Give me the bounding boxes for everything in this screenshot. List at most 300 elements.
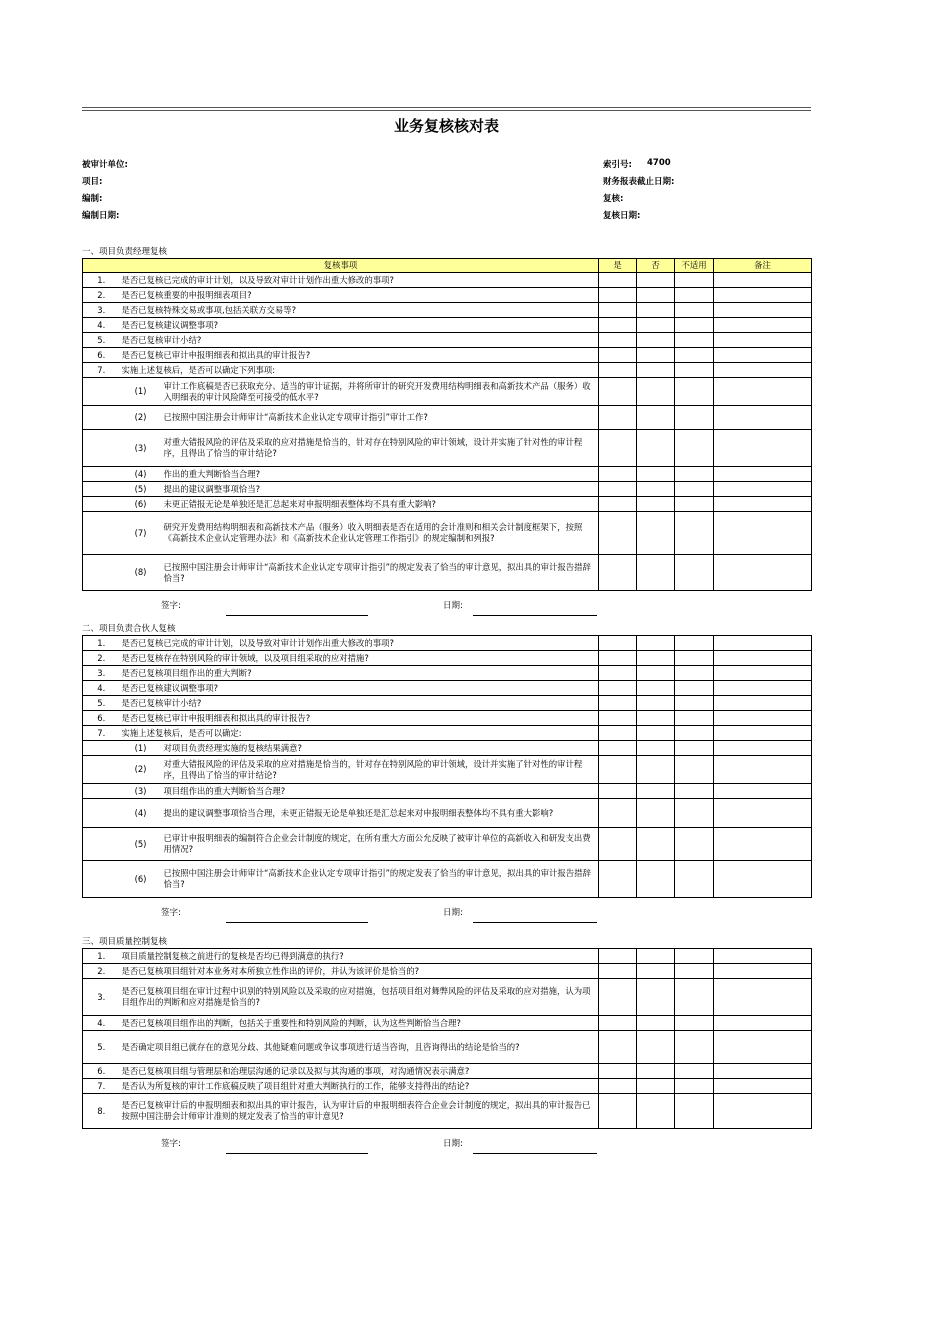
remarks-cell[interactable] — [714, 828, 812, 861]
item-text: 是否已复核建议调整事项? — [120, 318, 599, 333]
item-text: 已按照中国注册会计师审计“高新技术企业认定专项审计指引”审计工作? — [162, 406, 599, 430]
sign-label: 签字: — [161, 1139, 181, 1149]
remarks-cell[interactable] — [714, 964, 812, 979]
table-row — [83, 636, 812, 651]
item-number: 1. — [83, 273, 120, 288]
item-number: 6. — [83, 348, 120, 363]
sub-item-number: (6) — [120, 861, 162, 898]
item-text: 是否已复核审计小结? — [120, 696, 599, 711]
item-text: 是否已复核项目组作出的重大判断? — [120, 666, 599, 681]
remarks-cell[interactable] — [714, 303, 812, 318]
item-text: 已按照中国注册会计师审计“高新技术企业认定专项审计指引”的规定发表了恰当的审计意见，拟出具的审计报告措辞恰当? — [162, 555, 599, 591]
item-text: 实施上述复核后，是否可以确定下列事项: — [120, 363, 599, 378]
item-indent — [83, 467, 120, 482]
item-text: 是否已复核特殊交易或事项,包括关联方交易等? — [120, 303, 599, 318]
yes-cell[interactable] — [599, 741, 637, 756]
item-text: 是否已复核存在特别风险的审计领域，以及项目组采取的应对措施? — [120, 651, 599, 666]
yes-cell[interactable] — [599, 799, 637, 828]
item-indent — [83, 799, 120, 828]
item-text: 是否已复核已审计申报明细表和拟出具的审计报告? — [120, 348, 599, 363]
remarks-cell[interactable] — [714, 318, 812, 333]
item-text: 项目质量控制复核之前进行的复核是否均已得到满意的执行? — [120, 949, 599, 964]
review-table — [82, 635, 812, 898]
yes-cell[interactable] — [599, 318, 637, 333]
na-cell[interactable] — [675, 1016, 714, 1031]
item-number: 4. — [83, 681, 120, 696]
yes-cell[interactable] — [599, 861, 637, 898]
document-page — [82, 107, 811, 1155]
na-cell[interactable] — [675, 303, 714, 318]
remarks-cell[interactable] — [714, 666, 812, 681]
no-cell[interactable] — [637, 681, 675, 696]
table-row — [83, 756, 812, 784]
date-label: 日期: — [443, 1139, 463, 1149]
item-number: 5. — [83, 696, 120, 711]
table-row — [83, 1031, 812, 1064]
header-no: 否 — [637, 259, 675, 273]
item-number: 4. — [83, 1016, 120, 1031]
no-cell[interactable] — [637, 861, 675, 898]
na-cell[interactable] — [675, 512, 714, 555]
sub-item-number: (8) — [120, 555, 162, 591]
item-indent — [83, 555, 120, 591]
table-row — [83, 666, 812, 681]
no-cell[interactable] — [637, 1064, 675, 1079]
item-text: 是否已复核建议调整事项? — [120, 681, 599, 696]
remarks-cell[interactable] — [714, 512, 812, 555]
no-cell[interactable] — [637, 741, 675, 756]
yes-cell[interactable] — [599, 1079, 637, 1094]
sub-item-number: (2) — [120, 756, 162, 784]
item-number: 3. — [83, 979, 120, 1016]
remarks-cell[interactable] — [714, 497, 812, 512]
item-indent — [83, 406, 120, 430]
remarks-cell[interactable] — [714, 784, 812, 799]
sub-item-number: (6) — [120, 497, 162, 512]
table-header-row — [83, 259, 812, 273]
item-number: 6. — [83, 711, 120, 726]
no-cell[interactable] — [637, 964, 675, 979]
no-cell[interactable] — [637, 949, 675, 964]
yes-cell[interactable] — [599, 482, 637, 497]
no-cell[interactable] — [637, 430, 675, 467]
item-text: 项目组作出的重大判断恰当合理? — [162, 784, 599, 799]
item-text: 已按照中国注册会计师审计“高新技术企业认定专项审计指引”的规定发表了恰当的审计意见，拟出具的审计报告措辞恰当? — [162, 861, 599, 898]
remarks-cell[interactable] — [714, 378, 812, 406]
item-text: 研究开发费用结构明细表和高新技术产品（服务）收入明细表是否在适用的会计准则和相关会计制度框架下，按照《高新技术企业认定管理办法》和《高新技术企业认定管理工作指引》的规定编制和列报? — [162, 512, 599, 555]
na-cell[interactable] — [675, 964, 714, 979]
sub-item-number: (4) — [120, 467, 162, 482]
na-cell[interactable] — [675, 406, 714, 430]
no-cell[interactable] — [637, 318, 675, 333]
no-cell[interactable] — [637, 711, 675, 726]
yes-cell[interactable] — [599, 666, 637, 681]
no-cell[interactable] — [637, 696, 675, 711]
remarks-cell[interactable] — [714, 430, 812, 467]
no-cell[interactable] — [637, 651, 675, 666]
table-row — [83, 979, 812, 1016]
na-cell[interactable] — [675, 696, 714, 711]
item-text: 未更正错报无论是单独还是汇总起来对申报明细表整体均不具有重大影响? — [162, 497, 599, 512]
remarks-cell[interactable] — [714, 861, 812, 898]
na-cell[interactable] — [675, 799, 714, 828]
remarks-cell[interactable] — [714, 406, 812, 430]
item-text: 是否确定项目组已就存在的意见分歧、其他疑难问题或争议事项进行适当咨询，且咨询得出的结论是恰当的? — [120, 1031, 599, 1064]
na-cell[interactable] — [675, 482, 714, 497]
item-text: 是否已复核已审计申报明细表和拟出具的审计报告? — [120, 711, 599, 726]
item-indent — [83, 512, 120, 555]
item-text: 是否认为所复核的审计工作底稿反映了项目组针对重大判断执行的工作，能够支持得出的结论? — [120, 1079, 599, 1094]
yes-cell[interactable] — [599, 333, 637, 348]
meta-prepared: 编制: — [82, 194, 103, 204]
yes-cell[interactable] — [599, 555, 637, 591]
yes-cell[interactable] — [599, 651, 637, 666]
item-number: 8. — [83, 1094, 120, 1129]
item-number: 3. — [83, 303, 120, 318]
item-text: 是否已复核项目组针对本业务对本所独立性作出的评价，并认为该评价是恰当的? — [120, 964, 599, 979]
yes-cell[interactable] — [599, 406, 637, 430]
sub-item-number: (4) — [120, 799, 162, 828]
meta-project: 项目: — [82, 177, 103, 187]
yes-cell[interactable] — [599, 784, 637, 799]
na-cell[interactable] — [675, 828, 714, 861]
no-cell[interactable] — [637, 1031, 675, 1064]
item-number: 1. — [83, 636, 120, 651]
yes-cell[interactable] — [599, 303, 637, 318]
remarks-cell[interactable] — [714, 799, 812, 828]
section-title: 二、项目负责合伙人复核 — [82, 624, 176, 634]
review-table — [82, 258, 812, 591]
yes-cell[interactable] — [599, 726, 637, 741]
item-indent — [83, 482, 120, 497]
table-row — [83, 318, 812, 333]
yes-cell[interactable] — [599, 430, 637, 467]
remarks-cell[interactable] — [714, 681, 812, 696]
yes-cell[interactable] — [599, 512, 637, 555]
sign-line[interactable] — [226, 615, 368, 616]
item-indent — [83, 756, 120, 784]
yes-cell[interactable] — [599, 497, 637, 512]
table-row — [83, 799, 812, 828]
header-review-item: 复核事项 — [83, 259, 599, 273]
table-row — [83, 1016, 812, 1031]
remarks-cell[interactable] — [714, 273, 812, 288]
sub-item-number: (5) — [120, 828, 162, 861]
no-cell[interactable] — [637, 828, 675, 861]
meta-audited-unit: 被审计单位: — [82, 160, 128, 170]
na-cell[interactable] — [675, 1079, 714, 1094]
item-number: 7. — [83, 1079, 120, 1094]
table-row — [83, 482, 812, 497]
meta-index-value: 4700 — [647, 158, 671, 168]
table-row — [83, 406, 812, 430]
item-text: 对重大错报风险的评估及采取的应对措施是恰当的，针对存在特别风险的审计领域，设计并实施了针对性的审计程序，且得出了恰当的审计结论? — [162, 430, 599, 467]
header-na: 不适用 — [675, 259, 714, 273]
item-text: 是否已复核项目组与管理层和治理层沟通的记录以及拟与其沟通的事项，对沟通情况表示满意? — [120, 1064, 599, 1079]
item-text: 是否已复核已完成的审计计划，以及导致对审计计划作出重大修改的事项? — [120, 636, 599, 651]
remarks-cell[interactable] — [714, 1079, 812, 1094]
item-number: 2. — [83, 964, 120, 979]
remarks-cell[interactable] — [714, 711, 812, 726]
yes-cell[interactable] — [599, 756, 637, 784]
table-row — [83, 741, 812, 756]
remarks-cell[interactable] — [714, 1031, 812, 1064]
no-cell[interactable] — [637, 497, 675, 512]
yes-cell[interactable] — [599, 1031, 637, 1064]
item-indent — [83, 784, 120, 799]
item-text: 是否已复核审计小结? — [120, 333, 599, 348]
page-title: 业务复核核对表 — [393, 117, 499, 135]
remarks-cell[interactable] — [714, 1064, 812, 1079]
na-cell[interactable] — [675, 636, 714, 651]
item-number: 4. — [83, 318, 120, 333]
item-number: 7. — [83, 726, 120, 741]
no-cell[interactable] — [637, 512, 675, 555]
sign-label: 签字: — [161, 601, 181, 611]
item-text: 是否已复核项目组在审计过程中识别的特别风险以及采取的应对措施，包括项目组对舞弊风险的评估及采取的应对措施，认为项目组作出的判断和应对措施是恰当的? — [120, 979, 599, 1016]
table-row — [83, 964, 812, 979]
remarks-cell[interactable] — [714, 288, 812, 303]
na-cell[interactable] — [675, 784, 714, 799]
sub-item-number: (7) — [120, 512, 162, 555]
table-row — [83, 555, 812, 591]
remarks-cell[interactable] — [714, 741, 812, 756]
yes-cell[interactable] — [599, 1016, 637, 1031]
na-cell[interactable] — [675, 430, 714, 467]
sub-item-number: (2) — [120, 406, 162, 430]
date-label: 日期: — [443, 908, 463, 918]
no-cell[interactable] — [637, 784, 675, 799]
no-cell[interactable] — [637, 348, 675, 363]
na-cell[interactable] — [675, 497, 714, 512]
remarks-cell[interactable] — [714, 726, 812, 741]
remarks-cell[interactable] — [714, 348, 812, 363]
meta-review-date: 复核日期: — [603, 211, 641, 221]
table-row — [83, 333, 812, 348]
remarks-cell[interactable] — [714, 333, 812, 348]
header-remarks: 备注 — [714, 259, 812, 273]
no-cell[interactable] — [637, 636, 675, 651]
review-sections — [82, 246, 811, 1155]
item-text: 提出的建议调整事项恰当? — [162, 482, 599, 497]
signature-row — [82, 898, 811, 924]
no-cell[interactable] — [637, 288, 675, 303]
sub-item-number: (1) — [120, 741, 162, 756]
date-label: 日期: — [443, 601, 463, 611]
yes-cell[interactable] — [599, 636, 637, 651]
na-cell[interactable] — [675, 1094, 714, 1129]
item-text: 审计工作底稿是否已获取充分、适当的审计证据，并将所审计的研究开发费用结构明细表和高新技术产品（服务）收入明细表的审计风险降至可接受的低水平? — [162, 378, 599, 406]
remarks-cell[interactable] — [714, 756, 812, 784]
no-cell[interactable] — [637, 333, 675, 348]
table-row — [83, 726, 812, 741]
signature-row — [82, 591, 811, 617]
item-number: 2. — [83, 288, 120, 303]
yes-cell[interactable] — [599, 273, 637, 288]
na-cell[interactable] — [675, 318, 714, 333]
yes-cell[interactable] — [599, 964, 637, 979]
no-cell[interactable] — [637, 482, 675, 497]
table-row — [83, 363, 812, 378]
no-cell[interactable] — [637, 979, 675, 1016]
item-text: 提出的建议调整事项恰当合理，未更正错报无论是单独还是汇总起来对申报明细表整体均不具有重大影响? — [162, 799, 599, 828]
na-cell[interactable] — [675, 741, 714, 756]
review-table — [82, 948, 812, 1129]
no-cell[interactable] — [637, 467, 675, 482]
remarks-cell[interactable] — [714, 1016, 812, 1031]
table-row — [83, 828, 812, 861]
yes-cell[interactable] — [599, 979, 637, 1016]
remarks-cell[interactable] — [714, 363, 812, 378]
na-cell[interactable] — [675, 726, 714, 741]
na-cell[interactable] — [675, 555, 714, 591]
item-indent — [83, 497, 120, 512]
yes-cell[interactable] — [599, 828, 637, 861]
yes-cell[interactable] — [599, 378, 637, 406]
no-cell[interactable] — [637, 799, 675, 828]
item-text: 对项目负责经理实施的复核结果满意? — [162, 741, 599, 756]
date-line[interactable] — [473, 1153, 597, 1154]
yes-cell[interactable] — [599, 711, 637, 726]
table-row — [83, 681, 812, 696]
no-cell[interactable] — [637, 273, 675, 288]
sign-label: 签字: — [161, 908, 181, 918]
item-text: 对重大错报风险的评估及采取的应对措施是恰当的，针对存在特别风险的审计领域，设计并实施了针对性的审计程序，且得出了恰当的审计结论? — [162, 756, 599, 784]
table-row — [83, 512, 812, 555]
item-text: 是否已复核审计后的申报明细表和拟出具的审计报告，认为审计后的申报明细表符合企业会计制度的规定，拟出具的审计报告已按照中国注册会计师审计准则的规定发表了恰当的审计意见? — [120, 1094, 599, 1129]
meta-index-label: 索引号: — [603, 160, 632, 170]
table-row — [83, 273, 812, 288]
item-number: 5. — [83, 1031, 120, 1064]
na-cell[interactable] — [675, 273, 714, 288]
remarks-cell[interactable] — [714, 636, 812, 651]
item-number: 7. — [83, 363, 120, 378]
table-row — [83, 348, 812, 363]
item-text: 是否已复核已完成的审计计划，以及导致对审计计划作出重大修改的事项? — [120, 273, 599, 288]
table-row — [83, 651, 812, 666]
no-cell[interactable] — [637, 406, 675, 430]
na-cell[interactable] — [675, 378, 714, 406]
table-row — [83, 696, 812, 711]
sub-item-number: (3) — [120, 430, 162, 467]
table-row — [83, 861, 812, 898]
item-text: 是否已复核项目组作出的判断，包括关于重要性和特别风险的判断，认为这些判断恰当合理? — [120, 1016, 599, 1031]
item-indent — [83, 741, 120, 756]
remarks-cell[interactable] — [714, 696, 812, 711]
na-cell[interactable] — [675, 348, 714, 363]
table-row — [83, 711, 812, 726]
yes-cell[interactable] — [599, 288, 637, 303]
sign-line[interactable] — [226, 922, 368, 923]
table-row — [83, 1079, 812, 1094]
meta-block — [82, 158, 811, 226]
no-cell[interactable] — [637, 726, 675, 741]
sub-item-number: (1) — [120, 378, 162, 406]
remarks-cell[interactable] — [714, 651, 812, 666]
section-title: 一、项目负责经理复核 — [82, 247, 168, 257]
no-cell[interactable] — [637, 555, 675, 591]
no-cell[interactable] — [637, 363, 675, 378]
na-cell[interactable] — [675, 288, 714, 303]
item-number: 2. — [83, 651, 120, 666]
table-row — [83, 1064, 812, 1079]
date-line[interactable] — [473, 615, 597, 616]
header-yes: 是 — [599, 259, 637, 273]
no-cell[interactable] — [637, 1079, 675, 1094]
remarks-cell[interactable] — [714, 555, 812, 591]
item-text: 实施上述复核后，是否可以确定: — [120, 726, 599, 741]
na-cell[interactable] — [675, 333, 714, 348]
no-cell[interactable] — [637, 303, 675, 318]
item-number: 6. — [83, 1064, 120, 1079]
yes-cell[interactable] — [599, 467, 637, 482]
item-number: 5. — [83, 333, 120, 348]
na-cell[interactable] — [675, 363, 714, 378]
item-text: 已审计申报明细表的编制符合企业会计制度的规定，在所有重大方面公允反映了被审计单位的高新收入和研发支出费用情况? — [162, 828, 599, 861]
table-row — [83, 378, 812, 406]
no-cell[interactable] — [637, 1094, 675, 1129]
yes-cell[interactable] — [599, 949, 637, 964]
table-row — [83, 303, 812, 318]
yes-cell[interactable] — [599, 681, 637, 696]
item-indent — [83, 861, 120, 898]
no-cell[interactable] — [637, 756, 675, 784]
meta-report-date: 财务报表截止日期: — [603, 177, 675, 187]
meta-reviewed: 复核: — [603, 194, 624, 204]
item-number: 1. — [83, 949, 120, 964]
table-row — [83, 430, 812, 467]
remarks-cell[interactable] — [714, 979, 812, 1016]
na-cell[interactable] — [675, 949, 714, 964]
yes-cell[interactable] — [599, 363, 637, 378]
yes-cell[interactable] — [599, 696, 637, 711]
na-cell[interactable] — [675, 1064, 714, 1079]
yes-cell[interactable] — [599, 1064, 637, 1079]
table-row — [83, 288, 812, 303]
na-cell[interactable] — [675, 467, 714, 482]
no-cell[interactable] — [637, 1016, 675, 1031]
na-cell[interactable] — [675, 711, 714, 726]
table-row — [83, 949, 812, 964]
yes-cell[interactable] — [599, 1094, 637, 1129]
na-cell[interactable] — [675, 979, 714, 1016]
item-indent — [83, 378, 120, 406]
table-row — [83, 1094, 812, 1129]
no-cell[interactable] — [637, 666, 675, 681]
remarks-cell[interactable] — [714, 949, 812, 964]
signature-row — [82, 1129, 811, 1155]
na-cell[interactable] — [675, 666, 714, 681]
na-cell[interactable] — [675, 681, 714, 696]
item-indent — [83, 828, 120, 861]
item-text: 是否已复核重要的申报明细表项目? — [120, 288, 599, 303]
na-cell[interactable] — [675, 756, 714, 784]
remarks-cell[interactable] — [714, 1094, 812, 1129]
na-cell[interactable] — [675, 651, 714, 666]
sign-line[interactable] — [226, 1153, 368, 1154]
item-text: 作出的重大判断恰当合理? — [162, 467, 599, 482]
date-line[interactable] — [473, 922, 597, 923]
section-title: 三、项目质量控制复核 — [82, 937, 168, 947]
table-row — [83, 467, 812, 482]
yes-cell[interactable] — [599, 348, 637, 363]
na-cell[interactable] — [675, 861, 714, 898]
no-cell[interactable] — [637, 378, 675, 406]
na-cell[interactable] — [675, 1031, 714, 1064]
remarks-cell[interactable] — [714, 467, 812, 482]
remarks-cell[interactable] — [714, 482, 812, 497]
table-row — [83, 497, 812, 512]
